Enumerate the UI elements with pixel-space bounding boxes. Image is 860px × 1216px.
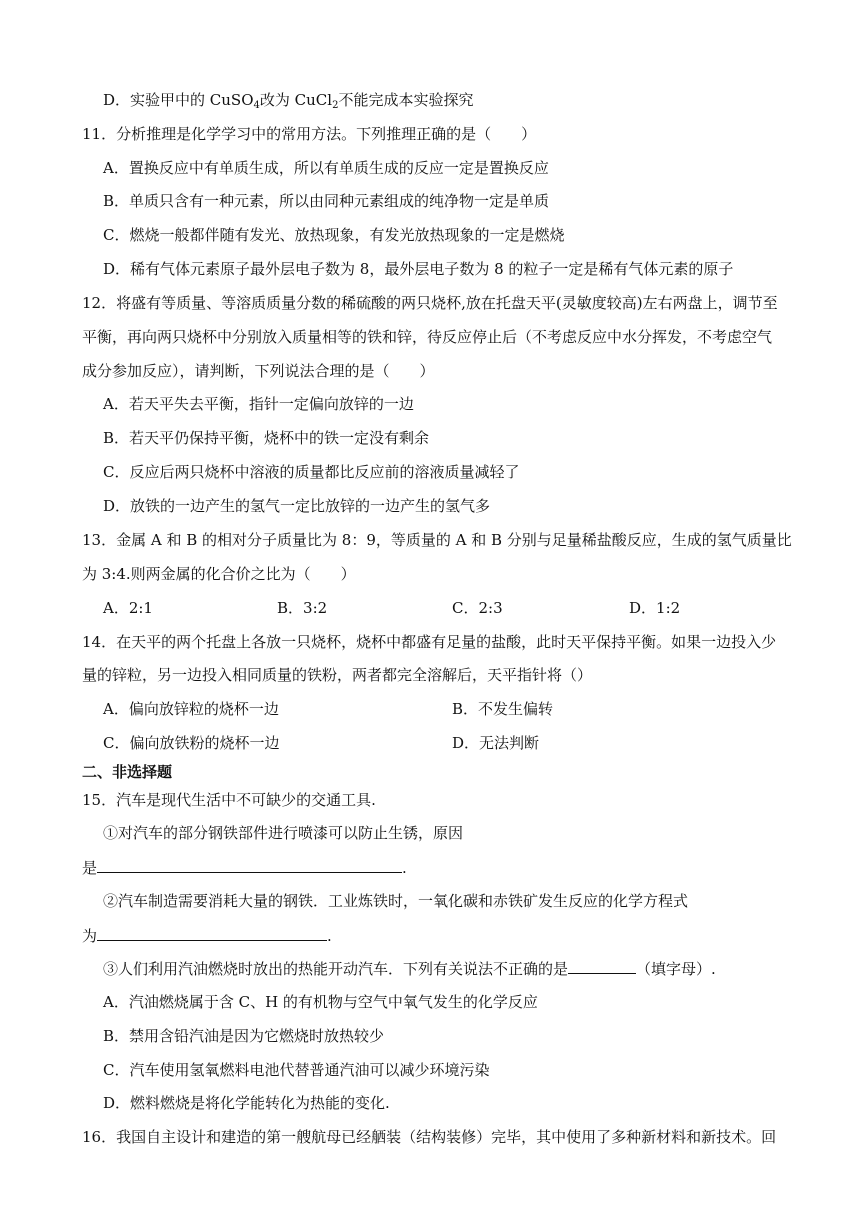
- q13-option-b: B．3:2: [277, 599, 328, 617]
- q12-option-c: C．反应后两只烧杯中溶液的质量都比反应前的溶液质量减轻了: [103, 463, 520, 481]
- q14-stem-line1: 14．在天平的两个托盘上各放一只烧杯，烧杯中都盛有足量的盐酸，此时天平保持平衡。如果一边投入少: [82, 633, 777, 651]
- q11-option-d: D．稀有气体元素原子最外层电子数为 8，最外层电子数为 8 的粒子一定是稀有气体元素的原子: [103, 260, 734, 278]
- section-heading: 二、非选择题: [82, 763, 173, 781]
- q15-part3: ③人们利用汽油燃烧时放出的热能开动汽车．下列有关说法不正确的是 （填字母）.: [103, 960, 716, 978]
- q11-option-a: A．置换反应中有单质生成，所以有单质生成的反应一定是置换反应: [103, 159, 549, 177]
- answer-blank-2[interactable]: [97, 925, 327, 941]
- q15-option-a: A．汽油燃烧属于含 C、H 的有机物与空气中氧气发生的化学反应: [103, 993, 538, 1011]
- q15-option-c: C．汽车使用氢氧燃料电池代替普通汽油可以减少环境污染: [103, 1061, 490, 1079]
- q15-part2-line1: ②汽车制造需要消耗大量的钢铁．工业炼铁时，一氧化碳和赤铁矿发生反应的化学方程式: [103, 892, 689, 910]
- q14-option-c: C．偏向放铁粉的烧杯一边: [103, 734, 280, 752]
- q15-option-b: B．禁用含铅汽油是因为它燃烧时放热较少: [103, 1027, 385, 1045]
- q15-part1-line1: ①对汽车的部分钢铁部件进行喷漆可以防止生锈，原因: [103, 824, 464, 842]
- q12-stem-line1: 12．将盛有等质量、等溶质质量分数的稀硫酸的两只烧杯,放在托盘天平(灵敏度较高)左右两盘上，调节至: [82, 294, 778, 312]
- q15-part2-line2: 为 .: [82, 927, 332, 945]
- q15-option-d: D．燃料燃烧是将化学能转化为热能的变化.: [103, 1094, 390, 1112]
- q13-option-d: D．1:2: [629, 599, 681, 617]
- q12-stem-line3: 成分参加反应），请判断，下列说法合理的是（ ）: [82, 362, 435, 380]
- q14-option-b: B．不发生偏转: [452, 700, 554, 718]
- answer-blank-3[interactable]: [568, 958, 636, 974]
- q10-option-d: D．实验甲中的 CuSO$_4$改为 CuCl$_2$不能完成本实验探究: [103, 91, 474, 111]
- q12-option-d: D．放铁的一边产生的氢气一定比放锌的一边产生的氢气多: [103, 497, 491, 515]
- q12-option-b: B．若天平仍保持平衡，烧杯中的铁一定没有剩余: [103, 429, 430, 447]
- q13-stem-line1: 13．金属 A 和 B 的相对分子质量比为 8：9，等质量的 A 和 B 分别与足量稀盐酸反应，生成的氢气质量比: [82, 531, 792, 549]
- q13-stem-line2: 为 3:4.则两金属的化合价之比为（ ）: [82, 565, 356, 583]
- q12-option-a: A．若天平失去平衡，指针一定偏向放锌的一边: [103, 395, 414, 413]
- q15-stem: 15．汽车是现代生活中不可缺少的交通工具.: [82, 791, 376, 809]
- q12-stem-line2: 平衡，再向两只烧杯中分别放入质量相等的铁和锌，待反应停止后（不考虑反应中水分挥发，不考虑空气: [82, 328, 773, 346]
- q16-stem-line1: 16．我国自主设计和建造的第一艘航母已经舾装（结构装修）完毕，其中使用了多种新材料和新技术。回: [82, 1128, 777, 1146]
- q14-option-d: D．无法判断: [452, 734, 540, 752]
- q11-option-c: C．燃烧一般都伴随有发光、放热现象，有发光放热现象的一定是燃烧: [103, 226, 565, 244]
- q13-option-c: C．2:3: [452, 599, 503, 617]
- q11-option-b: B．单质只含有一种元素，所以由同种元素组成的纯净物一定是单质: [103, 192, 550, 210]
- q11-stem: 11．分析推理是化学学习中的常用方法。下列推理正确的是（ ）: [82, 125, 537, 143]
- q13-option-a: A．2:1: [103, 599, 153, 617]
- q14-stem-line2: 量的锌粒，另一边投入相同质量的铁粉，两者都完全溶解后，天平指针将（）: [82, 666, 593, 684]
- q15-part1-line2: 是 .: [82, 859, 407, 877]
- answer-blank-1[interactable]: [97, 857, 402, 873]
- q14-option-a: A．偏向放锌粒的烧杯一边: [103, 700, 279, 718]
